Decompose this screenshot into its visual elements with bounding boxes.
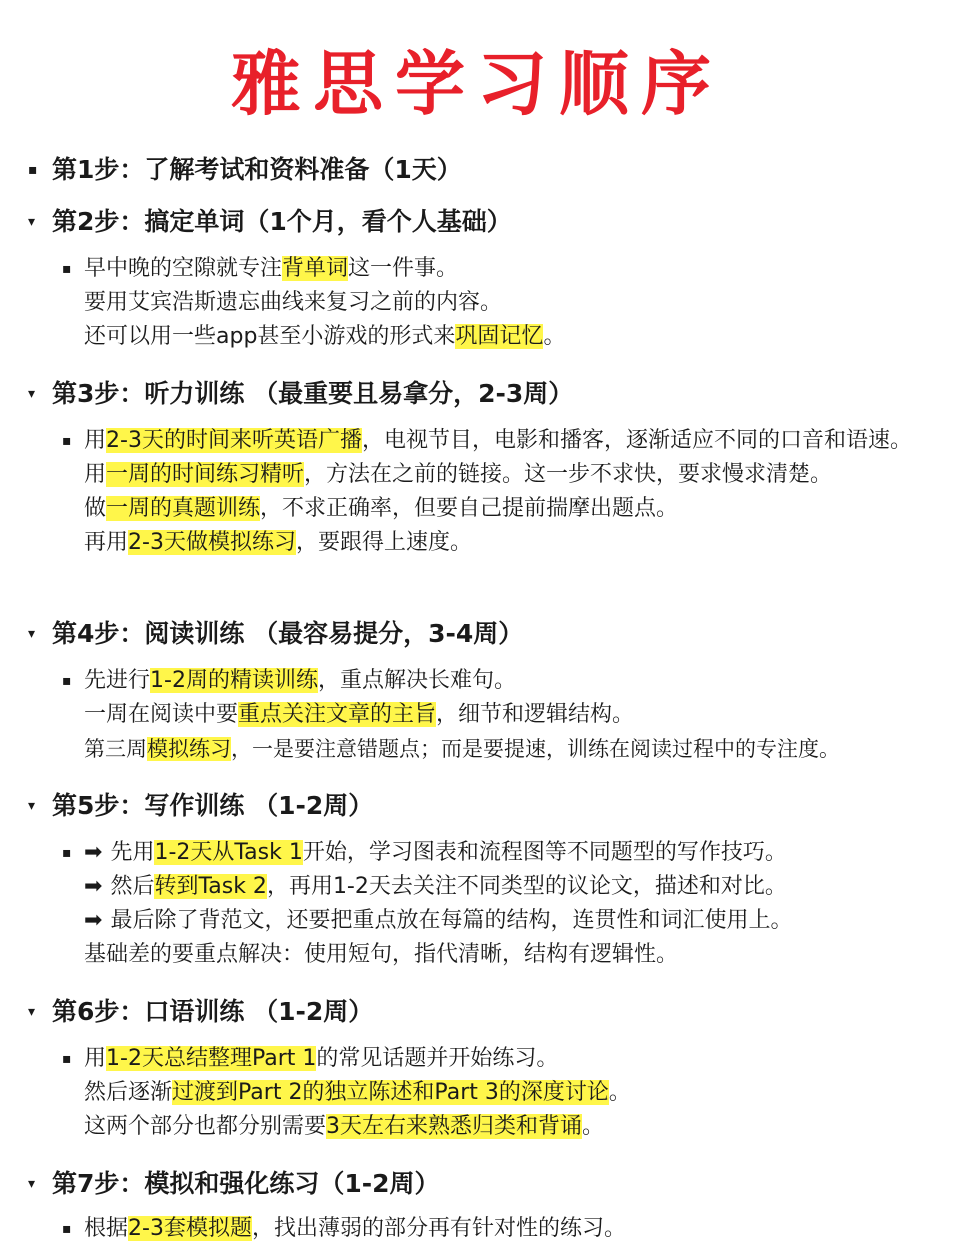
step-5-content [62, 836, 952, 972]
list-item: ▪ 早中晚的空隙就专注背单词这一件事。 [62, 252, 952, 286]
highlight: 1-2天从Task 1 [154, 840, 303, 865]
arrow-right-icon: ➡ [84, 908, 103, 933]
step-3-heading[interactable] [28, 374, 573, 410]
highlight: 重点关注文章的主旨 [238, 702, 437, 727]
list-item: 再用2-3天做模拟练习，要跟得上速度。 [84, 530, 472, 555]
step-3-content [62, 424, 952, 560]
step-7-label: 第7步：模拟和强化练习（1-2周） [52, 1169, 440, 1198]
arrow-right-icon: ➡ [84, 840, 103, 865]
step-5-label: 第5步：写作训练 （1-2周） [52, 791, 374, 820]
step-2-content [62, 252, 952, 354]
bullet-icon: ▪ [62, 433, 72, 449]
highlight: 转到Task 2 [154, 874, 267, 899]
highlight: 巩固记忆 [455, 324, 544, 349]
highlight: 1-2周的精读训练 [150, 668, 318, 693]
bullet-icon: ▪ [62, 1051, 72, 1067]
list-item: 做一周的真题训练，不求正确率，但要自己提前揣摩出题点。 [84, 496, 679, 521]
list-item: ▪ ➡ 先用1-2天从Task 1开始，学习图表和流程图等不同题型的写作技巧。 [62, 836, 952, 870]
collapse-triangle-icon[interactable]: ▾ [28, 1004, 36, 1020]
list-item: 基础差的要重点解决：使用短句，指代清晰，结构有逻辑性。 [84, 942, 679, 967]
square-bullet-icon: ▪ [28, 162, 38, 178]
step-6-label: 第6步：口语训练 （1-2周） [52, 997, 374, 1026]
bullet-icon: ▪ [62, 1221, 72, 1237]
list-item: ▪ 先进行1-2周的精读训练，重点解决长难句。 [62, 664, 952, 698]
highlight: 一周的时间练习精听 [106, 462, 305, 487]
list-item: 一周在阅读中要重点关注文章的主旨，细节和逻辑结构。 [84, 702, 635, 727]
highlight: 模拟练习 [147, 737, 231, 761]
step-1-heading [28, 150, 462, 186]
collapse-triangle-icon[interactable]: ▾ [28, 798, 36, 814]
step-2-heading[interactable] [28, 202, 512, 238]
collapse-triangle-icon[interactable]: ▾ [28, 1176, 36, 1192]
highlight: 2-3套模拟题 [128, 1216, 252, 1241]
collapse-triangle-icon[interactable]: ▾ [28, 214, 36, 230]
step-7-heading[interactable] [28, 1164, 440, 1200]
arrow-right-icon: ➡ [84, 874, 103, 899]
step-4-content [62, 664, 952, 766]
highlight: 2-3天的时间来听英语广播 [106, 428, 362, 453]
highlight: 3天左右来熟悉归类和背诵 [326, 1114, 583, 1139]
list-item: ▪ 用1-2天总结整理Part 1的常见话题并开始练习。 [62, 1042, 952, 1076]
step-3-label: 第3步：听力训练 （最重要且易拿分，2-3周） [52, 379, 574, 408]
list-item: 这两个部分也都分别需要3天左右来熟悉归类和背诵。 [84, 1114, 605, 1139]
highlight: 一周的真题训练 [106, 496, 261, 521]
page-title: 雅思学习顺序 [231, 43, 723, 125]
step-1-label: 第1步：了解考试和资料准备（1天） [52, 155, 462, 184]
collapse-triangle-icon[interactable]: ▾ [28, 626, 36, 642]
collapse-triangle-icon[interactable]: ▾ [28, 386, 36, 402]
bullet-icon: ▪ [62, 845, 72, 861]
list-item: ➡ 然后转到Task 2，再用1-2天去关注不同类型的议论文，描述和对比。 [62, 870, 952, 904]
bullet-icon: ▪ [62, 673, 72, 689]
step-6-heading[interactable] [28, 992, 373, 1028]
list-item: 要用艾宾浩斯遗忘曲线来复习之前的内容。 [84, 290, 503, 315]
highlight: 1-2天总结整理Part 1 [106, 1046, 317, 1071]
list-item: 第三周模拟练习，一是要注意错题点；而是要提速，训练在阅读过程中的专注度。 [84, 737, 840, 761]
list-item: 还可以用一些app甚至小游戏的形式来巩固记忆。 [84, 324, 566, 349]
step-4-label: 第4步：阅读训练 （最容易提分，3-4周） [52, 619, 524, 648]
list-item: ➡ 最后除了背范文，还要把重点放在每篇的结构，连贯性和词汇使用上。 [62, 904, 952, 938]
step-7-content [62, 1212, 952, 1246]
highlight: 过渡到Part 2的独立陈述和Part 3的深度讨论 [172, 1080, 609, 1105]
highlight: 背单词 [282, 256, 349, 281]
highlight: 2-3天做模拟练习 [128, 530, 296, 555]
list-item: ▪ 用2-3天的时间来听英语广播，电视节目，电影和播客，逐渐适应不同的口音和语速。 [62, 424, 952, 458]
step-6-content [62, 1042, 952, 1144]
list-item: ▪ 根据2-3套模拟题，找出薄弱的部分再有针对性的练习。 [62, 1212, 952, 1246]
step-2-label: 第2步：搞定单词（1个月，看个人基础） [52, 207, 512, 236]
step-5-heading[interactable] [28, 786, 373, 822]
list-item: 用一周的时间练习精听，方法在之前的链接。这一步不求快，要求慢求清楚。 [84, 462, 833, 487]
list-item: 然后逐渐过渡到Part 2的独立陈述和Part 3的深度讨论。 [84, 1080, 631, 1105]
bullet-icon: ▪ [62, 261, 72, 277]
step-4-heading[interactable] [28, 614, 523, 650]
